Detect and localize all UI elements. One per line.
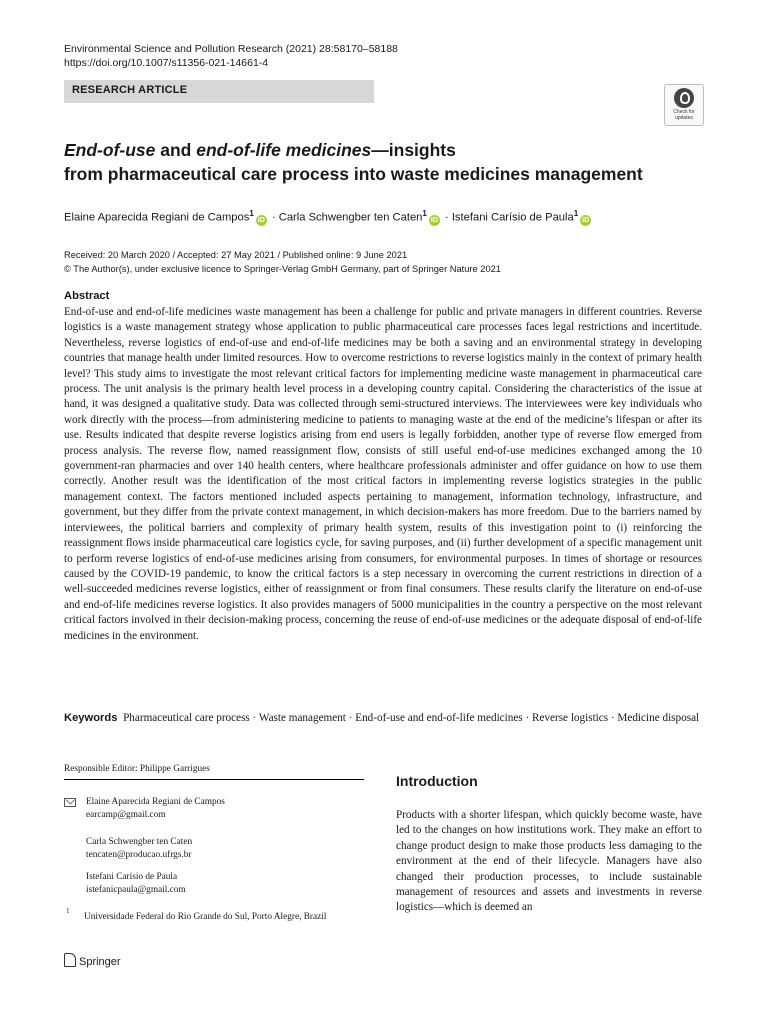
orcid-icon[interactable]: iD (430, 216, 438, 224)
check-for-updates-badge[interactable] (664, 84, 704, 126)
keywords-text: Pharmaceutical care process · Waste management · End-of-use and end-of-life medicines · Reverse logistics · Medicine disposal (123, 712, 700, 724)
journal-citation: Environmental Science and Pollution Research (2021) 28:58170–58188 (64, 43, 398, 55)
title-part-4: —insights (371, 140, 456, 160)
affiliation-number: 1 (66, 907, 70, 915)
title-part-1: End-of-use (64, 140, 156, 160)
article-type-label: RESEARCH ARTICLE (72, 84, 188, 96)
copyright-icon: © (64, 264, 74, 274)
keywords-label: Keywords (64, 712, 118, 724)
springer-horse-icon (64, 953, 76, 967)
article-title (64, 138, 704, 186)
title-line-2: from pharmaceutical care process into waste medicines management (64, 164, 643, 184)
orcid-icon[interactable]: iD (257, 216, 265, 224)
author-affil-ref: 1 (422, 209, 427, 218)
copyright-line (64, 262, 501, 276)
publisher-name: Springer (79, 956, 121, 968)
abstract-heading: Abstract (64, 290, 110, 302)
correspondent-email[interactable]: earcamp@gmail.com (86, 809, 166, 820)
correspondent-email[interactable]: istefanicpaula@gmail.com (86, 884, 186, 895)
title-part-3: end-of-life medicines (196, 140, 372, 160)
article-type-bar (64, 80, 374, 103)
author-name[interactable]: Istefani Carísio de Paula (451, 211, 574, 224)
envelope-icon (64, 798, 76, 807)
author-affil-ref: 1 (573, 209, 579, 218)
responsible-editor: Responsible Editor: Philippe Garrigues (64, 764, 210, 774)
publication-dates: Received: 20 March 2020 / Accepted: 27 May 2021 / Published online: 9 June 2021 (64, 250, 408, 260)
correspondent-name: Istefani Carísio de Paula (86, 872, 178, 882)
affiliation-text: Universidade Federal do Rio Grande do Sul, Porto Alegre, Brazil (84, 912, 327, 922)
doi-link[interactable]: https://doi.org/10.1007/s11356-021-14661-4 (64, 57, 269, 69)
correspondent-name: Elaine Aparecida Regiani de Campos (86, 797, 225, 807)
abstract-text: End-of-use and end-of-life medicines waste management has been a challenge for public and private managers in different countries. Reverse logistics is a waste management strategy whose application to public pharmaceutical care processes faces legal restrictions and incertitude. Nevertheless, reverse logistics of end-of-use and end-of-life medicines may be both a saving and an environmental strategy in developing countries that manage health under limited resources. How to overcome restrictions to reverse logistics mainly in the context of primary health level? This study aims to investigate the most relevant critical factors for implementing medicine waste management in pharmaceutical care process. The unit analysis is the primary health level process in a developing country capital. Considering the characteristics of the issue at hand, it was designed a qualitative study. Data was collected through semi-structured interviews. The interviewees were key individuals who work directly with the process—from administering medicine to patients to managing waste at the end of the medicine’s lifespan or after its use. Results indicated that despite reverse logistics arising from end users is legally forbidden, another type of reverse flow emerged from process analysis. The reverse flow, named reassignment flow, consists of still useful end-of-use medicines exchanged among the 10 government-ran pharmacies and over 140 health centers, where healthcare professionals administer and offer guidance on how to use them correctly. Another result was the identification of the most critical factors in implementing reverse logistics strategies in the public management context. The factors mentioned included aspects pertaining to management, information technology, infrastructure, and government, but they differ from the private context management, in which decision-makers has more freedom. Due to the barriers named by interviewees, the political barriers and complexity of primary health system, results of this investigation point to (i) reinforcing the reassignment flows inside pharmaceutical care logistics cycle, for saving purposes, and (ii) further development of a specific management unit to perform reverse logistics of end-of-use medicines arising from consumers, for environmental purposes. In times of shortage or resources caused by the COVID-19 pandemic, to know the critical factors is a step necessary in overcoming the current restrictions in direction of a well-succeeded medicines reverse logistics, either of reassignment or from final consumers. These results clarify the literature on end-of-use and end-of-life medicines reverse logistics. It also provides managers of 5000 municipalities in the country a perspective on the most relevant critical factors involved in their decision-making process, concerning the reuse of end-of-use medicines or the adequate disposal of end-of-life medicines in the environment. (64, 306, 702, 642)
publisher-logo (64, 953, 121, 968)
introduction-heading: Introduction (396, 773, 478, 789)
badge-label: Check for updates (673, 109, 695, 121)
copyright-text: The Author(s), under exclusive licence to Springer-Verlag GmbH Germany, part of Springer Nature 2021 (73, 264, 501, 274)
title-part-2: and (155, 140, 197, 160)
author-list: Elaine Aparecida Regiani de Campos$^1$iD · Carla Schwengber ten Caten$^1$iD · Istefani Carísio de Paula$^1$iD (64, 209, 590, 224)
bookmark-icon (674, 88, 694, 108)
correspondent-name: Carla Schwengber ten Caten (86, 837, 193, 847)
introduction-text: Products with a shorter lifespan, which quickly become waste, have led to the changes on how institutions work. They make an effort to change product design to make those products less damaging to the environment at the end of their lifecycle. Managers have also changed their production processes, to include sustainable management of resources and assets and investments in reverse logistics—which is deemed an (396, 809, 702, 914)
author-affil-ref: 1 (249, 209, 254, 218)
keywords (64, 710, 704, 726)
orcid-icon[interactable]: iD (582, 216, 590, 224)
correspondent-email[interactable]: tencaten@producao.ufrgs.br (86, 849, 192, 860)
footnote-divider (64, 779, 364, 780)
author-name[interactable]: Carla Schwengber ten Caten (278, 211, 423, 224)
author-name[interactable]: Elaine Aparecida Regiani de Campos (64, 211, 250, 224)
